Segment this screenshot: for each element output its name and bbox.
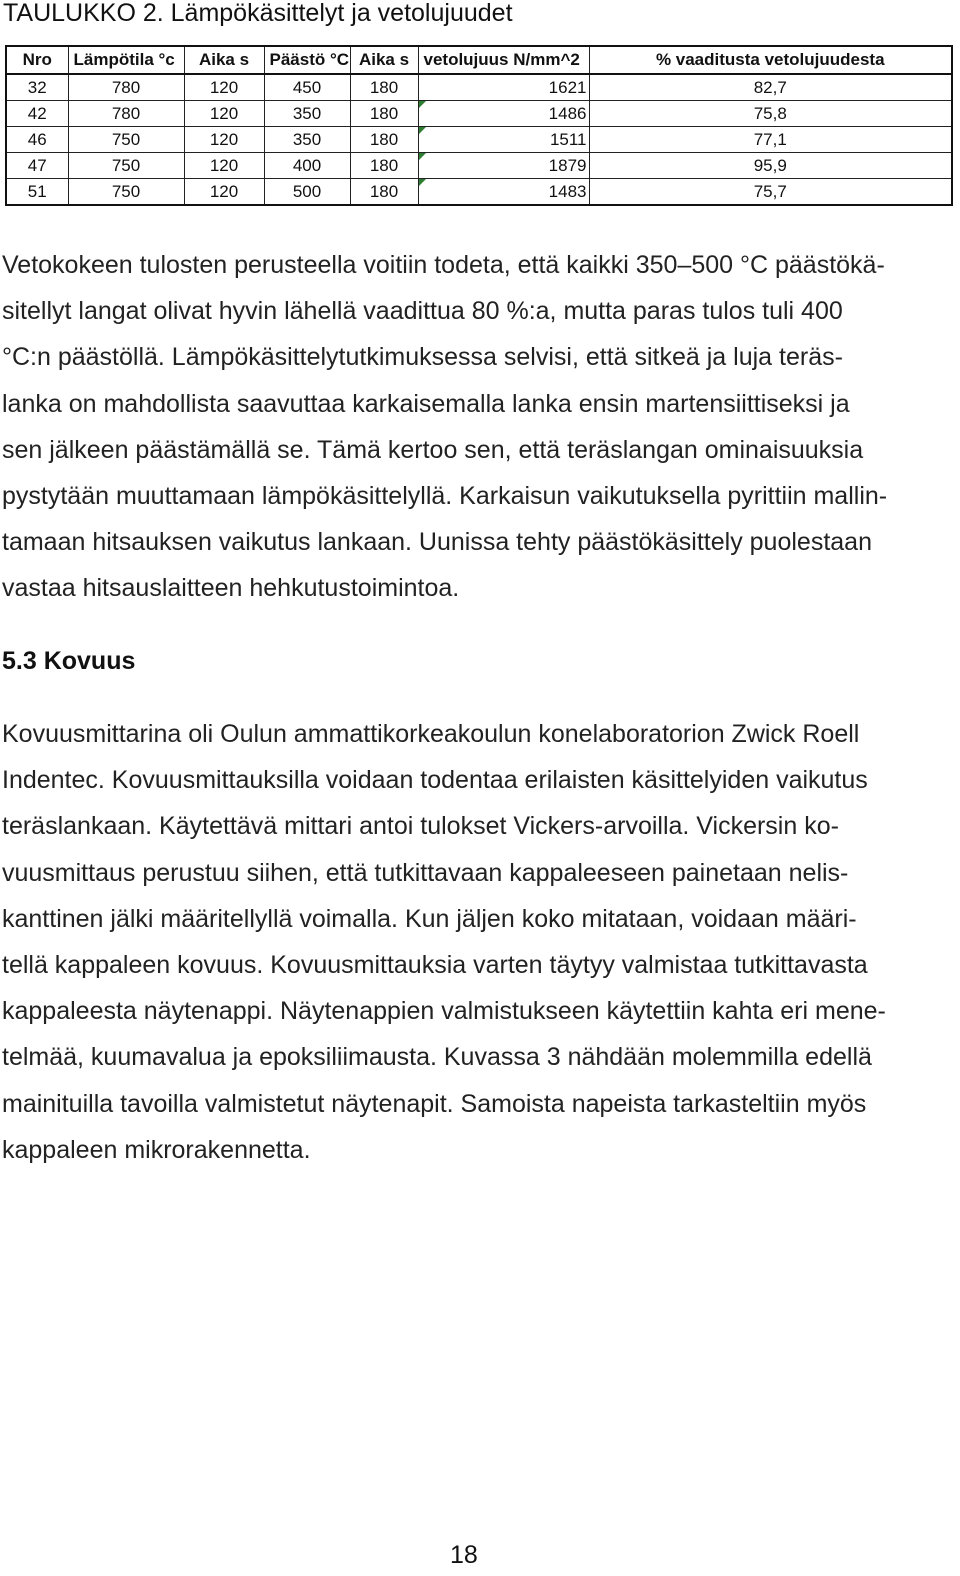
text-line: kappaleen mikrorakennetta. [2, 1135, 311, 1164]
cell-time: 120 [184, 179, 264, 206]
cell-tensile-strength [418, 101, 589, 127]
table-row [6, 179, 952, 206]
header-tempering: Päästö °C [264, 46, 350, 74]
header-nro: Nro [6, 46, 68, 74]
text-line: teräslankaan. Käytettävä mittari antoi tulokset Vickers-arvoilla. Vickersin ko- [2, 812, 839, 841]
cell-percent-required: 82,7 [589, 74, 952, 101]
cell-temperature: 750 [68, 127, 184, 153]
table-row [6, 153, 952, 179]
text-line: tellä kappaleen kovuus. Kovuusmittauksia varten täytyy valmistaa tutkittavasta [2, 951, 868, 980]
cell-tensile-strength [418, 127, 589, 153]
text-line: sitellyt langat olivat hyvin lähellä vaadittua 80 %:a, mutta paras tulos tuli 400 [2, 297, 843, 326]
cell-percent-required: 95,9 [589, 153, 952, 179]
table-row [6, 74, 952, 101]
cell-percent-required: 77,1 [589, 127, 952, 153]
cell-tensile-strength [418, 153, 589, 179]
text-line: Kovuusmittarina oli Oulun ammattikorkeakoulun konelaboratorion Zwick Roell [2, 720, 860, 748]
cell-tempering: 350 [264, 127, 350, 153]
cell-temperature: 750 [68, 153, 184, 179]
cell-value: 1486 [548, 104, 587, 123]
cell-tempering-time: 180 [350, 74, 418, 101]
page-number: 18 [450, 1541, 478, 1569]
text-line: tamaan hitsauksen vaikutus lankaan. Uunissa tehty päästökäsittely puolestaan [2, 528, 872, 557]
cell-comment-flag-icon [419, 179, 426, 186]
heat-treatment-table [5, 45, 953, 206]
text-line: vuusmittaus perustuu siihen, että tutkittavaan kappaleeseen painetaan nelis- [2, 858, 849, 887]
cell-percent-required: 75,8 [589, 101, 952, 127]
cell-tempering-time: 180 [350, 127, 418, 153]
paragraph-hardness [2, 711, 952, 1173]
cell-tempering: 400 [264, 153, 350, 179]
cell-time: 120 [184, 101, 264, 127]
cell-tensile-strength [418, 179, 589, 206]
paragraph-tensile-results [2, 242, 952, 612]
cell-nro: 47 [6, 153, 68, 179]
header-percent-required: % vaaditusta vetolujuudesta [589, 46, 952, 74]
text-line: telmää, kuumavalua ja epoksiliimausta. Kuvassa 3 nähdään molemmilla edellä [2, 1043, 872, 1072]
text-line: kappaleesta näytenappi. Näytenappien valmistukseen käytettiin kahta eri mene- [2, 997, 886, 1026]
table-header-row [6, 46, 952, 74]
cell-temperature: 750 [68, 179, 184, 206]
text-line: mainituilla tavoilla valmistetut näytenapit. Samoista napeista tarkasteltiin myös [2, 1089, 867, 1118]
cell-time: 120 [184, 153, 264, 179]
text-line: lanka on mahdollista saavuttaa karkaisemalla lanka ensin martensiittiseksi ja [2, 389, 850, 418]
cell-tensile-strength: 1621 [418, 74, 589, 101]
cell-time: 120 [184, 74, 264, 101]
cell-comment-flag-icon [419, 153, 426, 160]
cell-value: 1511 [549, 130, 587, 149]
cell-nro: 51 [6, 179, 68, 206]
section-heading: 5.3 Kovuus [2, 647, 136, 675]
header-tensile-strength: vetolujuus N/mm^2 [418, 46, 589, 74]
cell-value: 1483 [548, 182, 587, 201]
cell-tempering-time: 180 [350, 179, 418, 206]
cell-time: 120 [184, 127, 264, 153]
cell-tempering-time: 180 [350, 101, 418, 127]
text-line: °C:n päästöllä. Lämpökäsittelytutkimuksessa selvisi, että sitkeä ja luja teräs- [2, 343, 843, 372]
text-line: Vetokokeen tulosten perusteella voitiin todeta, että kaikki 350–500 °C päästökä- [2, 251, 885, 279]
text-line: Indentec. Kovuusmittauksilla voidaan todentaa erilaisten käsittelyiden vaikutus [2, 766, 868, 795]
text-line: pystytään muuttamaan lämpökäsittelyllä. Karkaisun vaikutuksella pyrittiin mallin- [2, 482, 888, 511]
cell-nro: 42 [6, 101, 68, 127]
header-temperature: Lämpötila °c [68, 46, 184, 74]
table-row [6, 101, 952, 127]
cell-tempering-time: 180 [350, 153, 418, 179]
cell-temperature: 780 [68, 101, 184, 127]
cell-tempering: 350 [264, 101, 350, 127]
table-caption: TAULUKKO 2. Lämpökäsittelyt ja vetolujuudet [3, 0, 513, 27]
cell-value: 1879 [548, 156, 587, 175]
cell-comment-flag-icon [419, 101, 426, 108]
text-line: kanttinen jälki määritellyllä voimalla. Kun jäljen koko mitataan, voidaan määri- [2, 904, 857, 933]
table-row [6, 127, 952, 153]
cell-nro: 32 [6, 74, 68, 101]
cell-nro: 46 [6, 127, 68, 153]
text-line: sen jälkeen päästämällä se. Tämä kertoo sen, että teräslangan ominaisuuksia [2, 435, 864, 464]
header-time: Aika s [184, 46, 264, 74]
cell-tempering: 500 [264, 179, 350, 206]
cell-temperature: 780 [68, 74, 184, 101]
header-tempering-time: Aika s [350, 46, 418, 74]
text-line: vastaa hitsauslaitteen hehkutustoimintoa. [2, 574, 460, 603]
cell-tempering: 450 [264, 74, 350, 101]
cell-comment-flag-icon [419, 127, 426, 134]
cell-percent-required: 75,7 [589, 179, 952, 206]
